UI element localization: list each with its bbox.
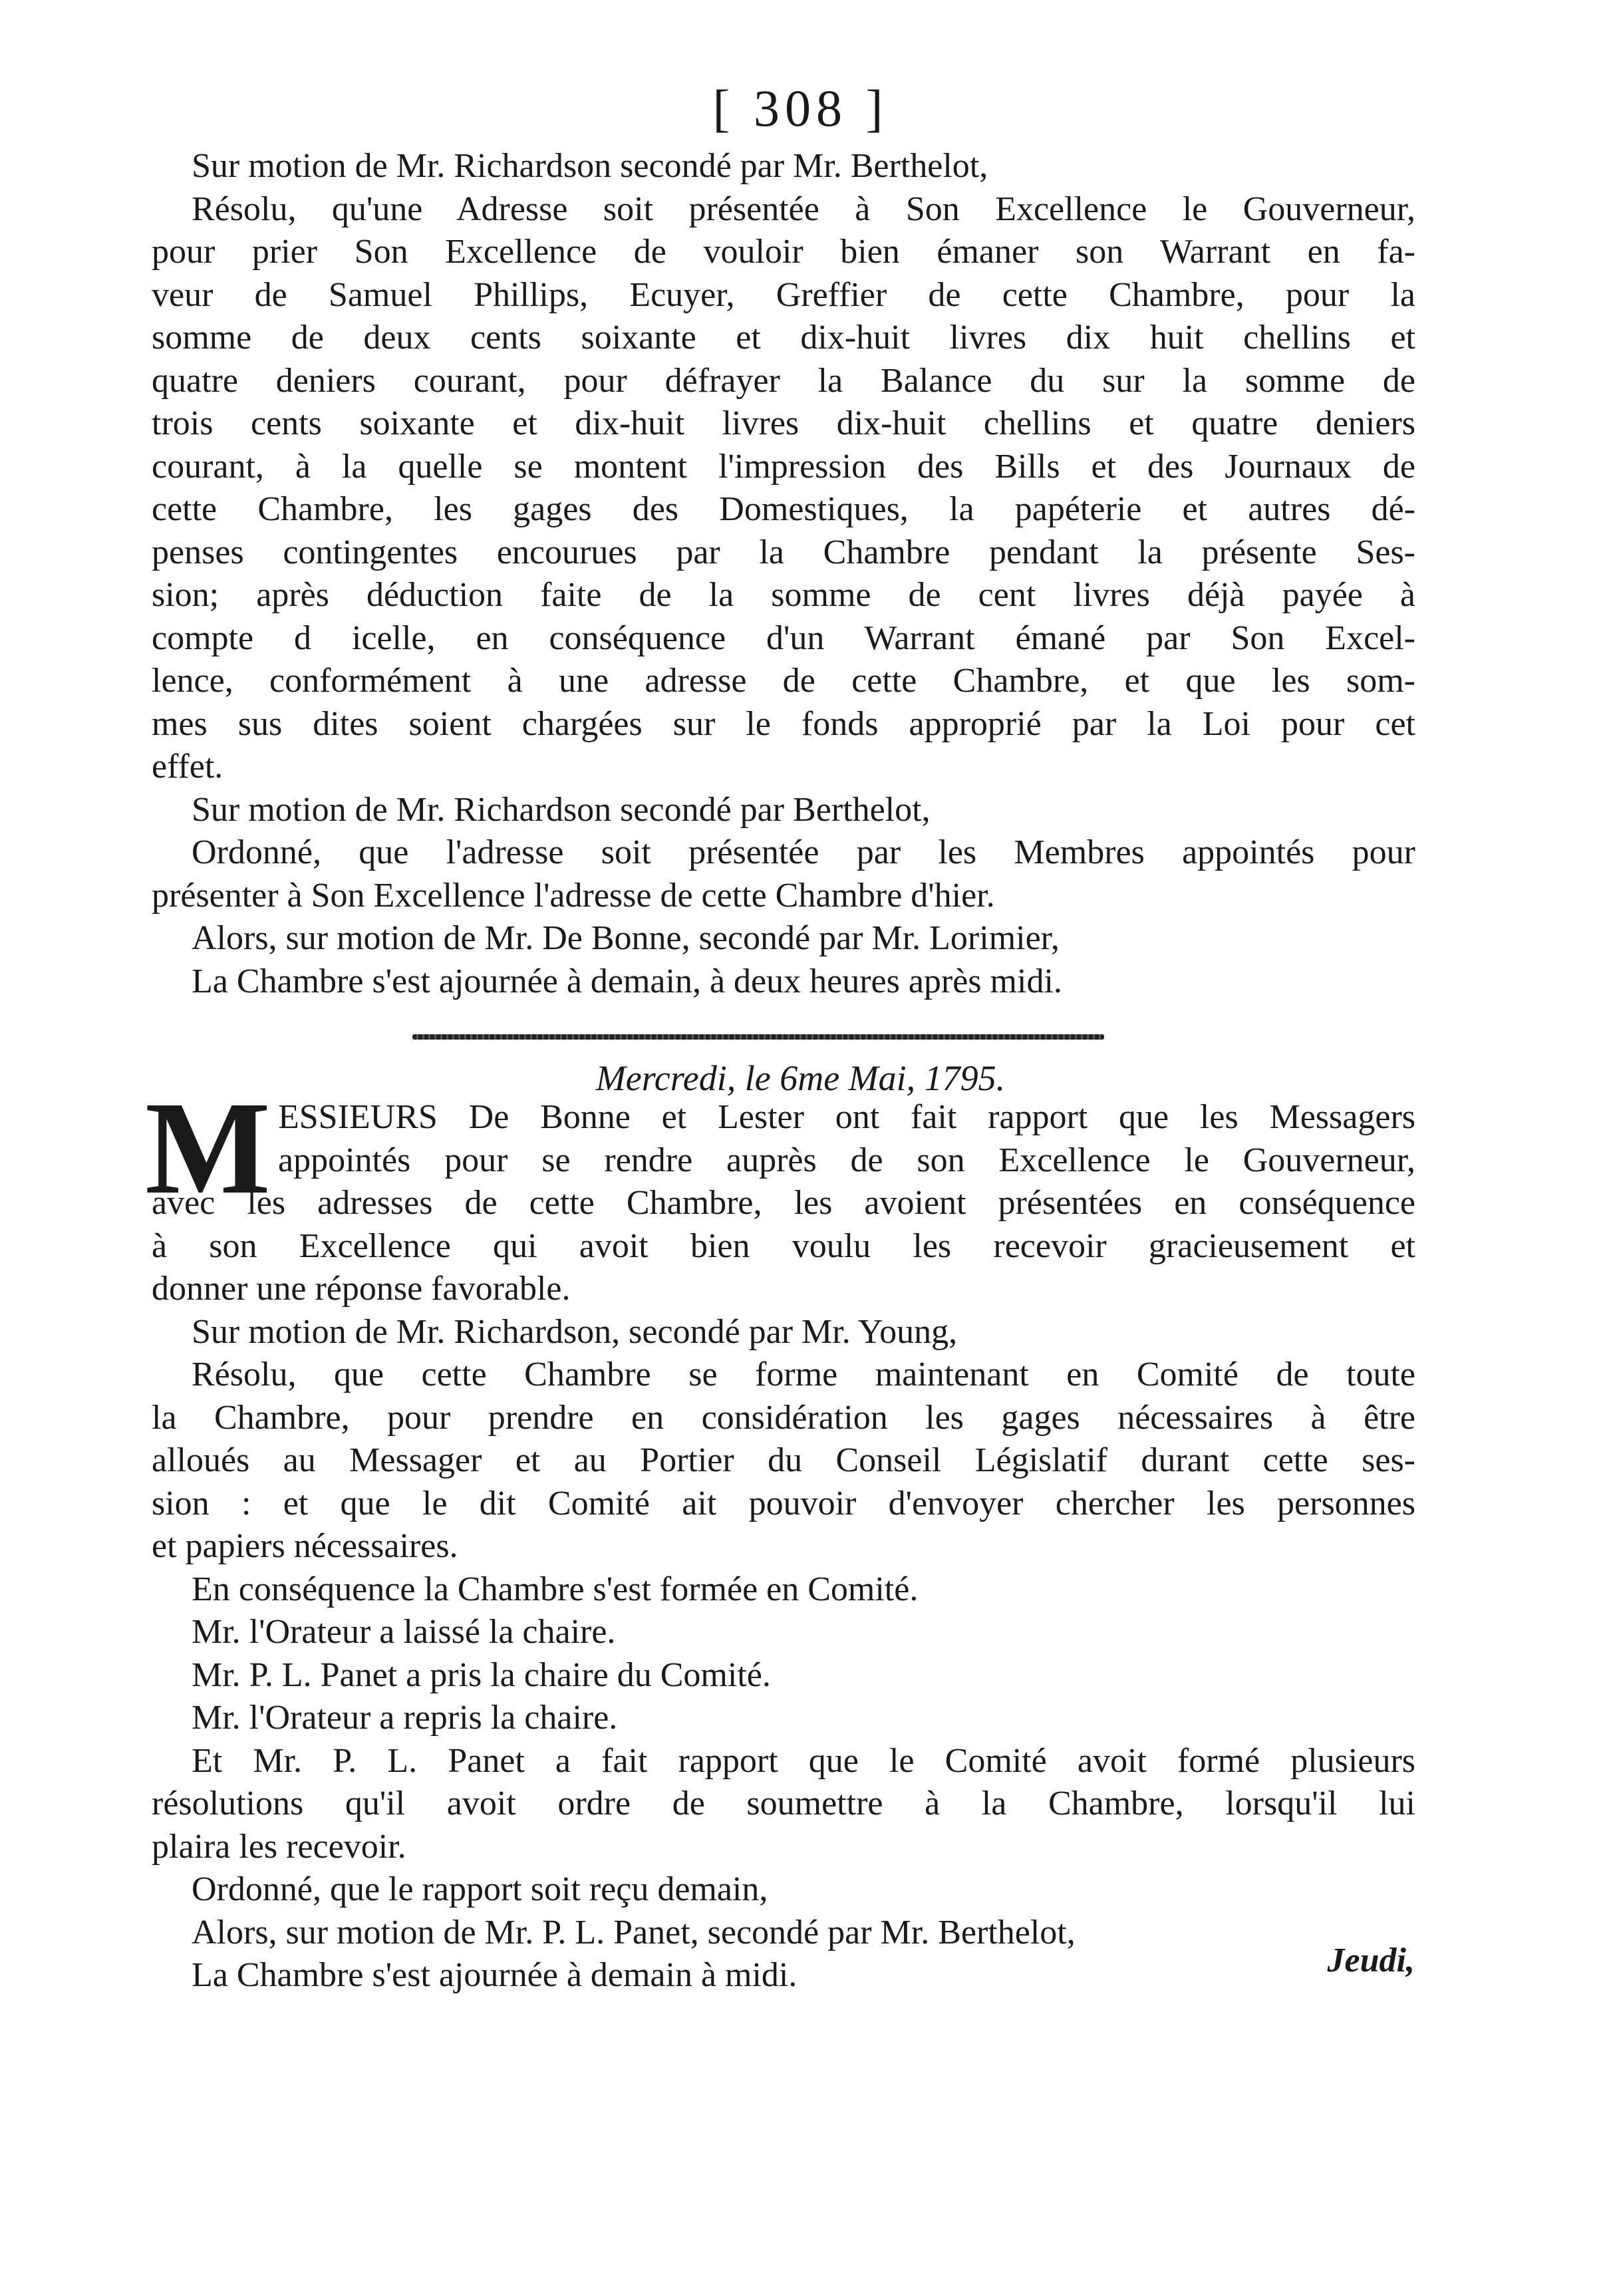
text-line: trois cents soixante et dix-huit livres dix-huit chellins et quatre deniers	[152, 404, 1415, 442]
text-line: à son Excellence qui avoit bien voulu les recevoir gracieusement et	[152, 1226, 1415, 1265]
section-2	[152, 1096, 1415, 1997]
text-line: Sur motion de Mr. Richardson, secondé par Mr. Young,	[192, 1312, 958, 1351]
text-line: effet.	[152, 748, 223, 786]
text-line: La Chambre s'est ajournée à demain à midi.	[192, 1956, 798, 1994]
text-line: présenter à Son Excellence l'adresse de cette Chambre d'hier.	[152, 876, 995, 915]
text-line: Et Mr. P. L. Panet a fait rapport que le Comité avoit formé plusieurs	[192, 1741, 1415, 1780]
text-line: Résolu, que cette Chambre se forme maintenant en Comité de toute	[192, 1356, 1415, 1393]
text-line: avec les adresses de cette Chambre, les avoient présentées en conséquence	[152, 1184, 1415, 1222]
text-line: sion : et que le dit Comité ait pouvoir d'envoyer chercher les personnes	[152, 1484, 1415, 1522]
text-line: pour prier Son Excellence de vouloir bien émaner son Warrant en fa-	[152, 233, 1415, 271]
date-heading: Mercredi, le 6me Mai, 1795.	[595, 1058, 1006, 1098]
text-line: Ordonné, que le rapport soit reçu demain,	[192, 1870, 768, 1908]
text-line: alloués au Messager et au Portier du Conseil Législatif durant cette ses-	[152, 1441, 1415, 1479]
text-line: résolutions qu'il avoit ordre de soumettre à la Chambre, lorsqu'il lui	[152, 1785, 1415, 1822]
text-line: Sur motion de Mr. Richardson secondé par Berthelot,	[192, 790, 931, 829]
text-line: appointés pour se rendre auprès de son Excellence le Gouverneur,	[278, 1141, 1415, 1179]
text-line: veur de Samuel Phillips, Ecuyer, Greffier de cette Chambre, pour la	[152, 275, 1415, 314]
text-line: cette Chambre, les gages des Domestiques, la papéterie et autres dé-	[152, 490, 1415, 528]
text-line: La Chambre s'est ajournée à demain, à deux heures après midi.	[192, 962, 1062, 1000]
text-line: la Chambre, pour prendre en considération les gages nécessaires à être	[152, 1398, 1415, 1437]
text-line: lence, conformément à une adresse de cette Chambre, et que les som-	[152, 662, 1415, 700]
text-line: courant, à la quelle se montent l'impression des Bills et des Journaux de	[152, 447, 1415, 486]
text-line: Sur motion de Mr. Richardson secondé par Mr. Berthelot,	[192, 147, 988, 185]
text-line: plaira les recevoir.	[152, 1827, 406, 1866]
text-line: En conséquence la Chambre s'est formée en Comité.	[192, 1570, 919, 1608]
text-line: Alors, sur motion de Mr. P. L. Panet, secondé par Mr. Berthelot,	[192, 1913, 1076, 1951]
text-line: Mr. P. L. Panet a pris la chaire du Comité.	[192, 1655, 771, 1694]
text-line: mes sus dites soient chargées sur le fonds approprié par la Loi pour cet	[152, 704, 1415, 743]
text-line: penses contingentes encourues par la Chambre pendant la présente Ses-	[152, 533, 1415, 571]
text-line: Résolu, qu'une Adresse soit présentée à Son Excellence le Gouverneur,	[192, 190, 1415, 228]
text-line: ESSIEURS De Bonne et Lester ont fait rapport que les Messagers	[278, 1098, 1415, 1136]
section-divider	[412, 1034, 1104, 1040]
text-line: Mr. l'Orateur a laissé la chaire.	[192, 1613, 616, 1651]
text-line: et papiers nécessaires.	[152, 1527, 458, 1565]
text-line: sion; après déduction faite de la somme de cent livres déjà payée à	[152, 576, 1415, 614]
text-line: somme de deux cents soixante et dix-huit livres dix huit chellins et	[152, 319, 1415, 357]
catchword: Jeudi,	[1327, 1941, 1415, 1979]
page-number: [ 308 ]	[712, 79, 889, 137]
text-line: Ordonné, que l'adresse soit présentée par les Membres appointés pour	[192, 833, 1415, 871]
text-line: Mr. l'Orateur a repris la chaire.	[192, 1699, 618, 1737]
text-line: donner une réponse favorable.	[152, 1270, 571, 1308]
section-1	[152, 145, 1415, 1003]
text-line: quatre deniers courant, pour défrayer la Balance du sur la somme de	[152, 361, 1415, 400]
drop-cap: M	[145, 1075, 271, 1222]
text-line: Alors, sur motion de Mr. De Bonne, secondé par Mr. Lorimier,	[192, 919, 1060, 957]
text-line: compte d icelle, en conséquence d'un Warrant émané par Son Excel-	[152, 619, 1415, 657]
